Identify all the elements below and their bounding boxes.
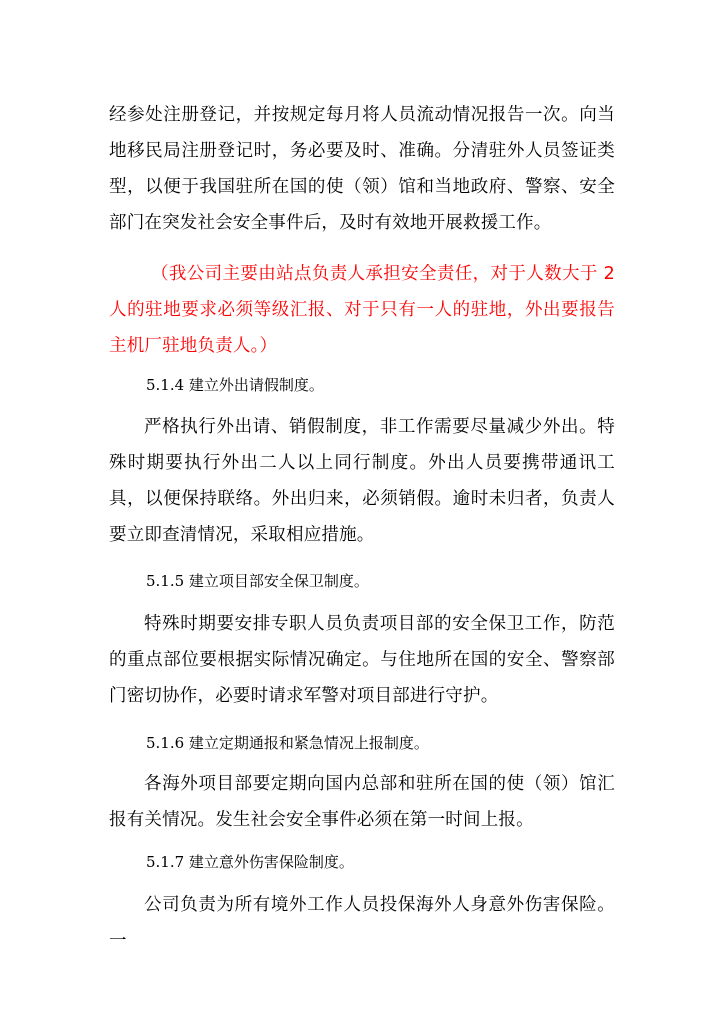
paragraph-company-note: （我公司主要由站点负责人承担安全责任，对于人数大于 2 人的驻地要求必须等级汇报、对于只有一人的驻地，外出要报告主机厂驻地负责人。） [109, 264, 615, 356]
paragraph-insurance: 公司负责为所有境外工作人员投保海外人身意外伤害保险。一 [109, 895, 615, 951]
heading-5-1-5: 5.1.5 建立项目部安全保卫制度。 [146, 572, 369, 590]
heading-5-1-6: 5.1.6 建立定期通报和紧急情况上报制度。 [146, 734, 429, 752]
paragraph-registration: 经参处注册登记，并按规定每月将人员流动情况报告一次。向当地移民局注册登记时，务必要及时、准确。分清驻外人员签证类型，以便于我国驻所在国的使（领）馆和当地政府、警察、安全部门在突发社会安全事件后，及时有效地开展救援工作。 [109, 105, 615, 233]
heading-5-1-4: 5.1.4 建立外出请假制度。 [146, 376, 324, 394]
paragraph-security-guard: 特殊时期要安排专职人员负责项目部的安全保卫工作，防范的重点部位要根据实际情况确定。与住地所在国的安全、警察部门密切协作，必要时请求军警对项目部进行守护。 [109, 614, 615, 706]
paragraph-leave-system: 严格执行外出请、销假制度，非工作需要尽量减少外出。特殊时期要执行外出二人以上同行制度。外出人员要携带通讯工具，以便保持联络。外出归来，必须销假。逾时未归者，负责人要立即查清情况，采取相应措施。 [109, 417, 615, 545]
paragraph-reporting: 各海外项目部要定期向国内总部和驻所在国的使（领）馆汇报有关情况。发生社会安全事件必须在第一时间上报。 [109, 774, 615, 830]
heading-5-1-7: 5.1.7 建立意外伤害保险制度。 [146, 853, 354, 871]
